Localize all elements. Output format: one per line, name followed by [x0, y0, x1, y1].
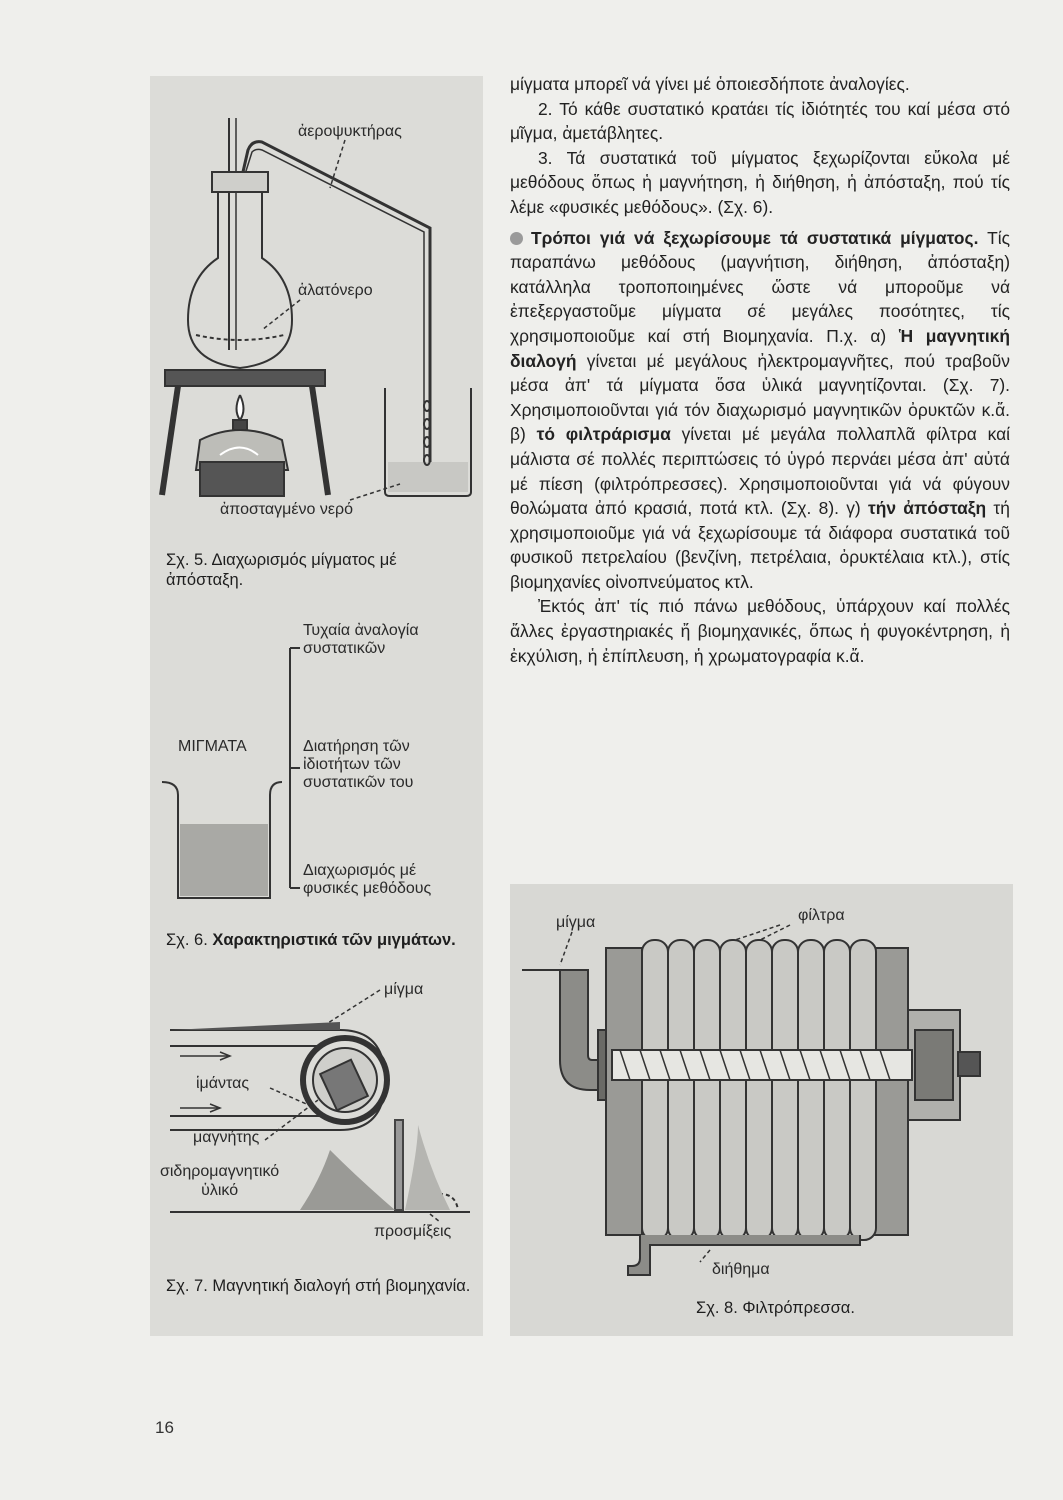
- paragraph-3: 3. Τά συστατικά τοῦ μίγματος ξεχωρίζονται εὔκολα μέ μεθόδους ὅπως ἡ μαγνήτηση, ἡ διήθηση, ἡ ἀπόσταξη, πού τίς λέμε «φυσικές μεθόδους». (Σχ. 6).: [510, 147, 1010, 217]
- label-belt: ἱμάντας: [196, 1075, 250, 1092]
- paragraph-4: Τρόποι γιά νά ξεχωρίσουμε τά συστατικά μίγματος. Τίς παραπάνω μεθόδους (μαγνήτιση, διήθηση, ἀπόσταξη) κατάλληλα τροποποιημένες ὥστε νά μποροῦμε νά ἐπεξεργαστοῦμε μίγματα σέ μεγάλες ποσότητες, τίς χρησιμοποιοῦμε καί στή Βιομηχανία. Π.χ. α) Ἡ μαγνητική διαλογή γίνεται μέ μεγάλους ἠλεκτρομαγνῆτες, πού τραβοῦν μέσα ἀπ' τά μίγματα ὅσα ὑλικά μαγνητίζονται. (Σχ. 7). Χρησιμοποιοῦνται γιά τόν διαχωρισμό μαγνητικῶν ὀρυκτῶν κ.ἄ. β) τό φιλτράρισμα γίνεται μέ μεγάλα πολλαπλᾶ φίλτρα καί μάλιστα σέ πολλές περιπτώσεις τό ὑγρό περνάει μέσα ἀπ' αὐτά μέ πίεση (φιλτρόπρεσσες). Χρησιμοποιοῦνται γιά νά φύγουν θολώματα ἀπό κρασιά, ποτά κτλ. (Σχ. 8). γ) τήν ἀπόσταξη τή χρησιμοποιοῦμε γιά νά ξεχωρίσουμε τά διάφορα συστατικά τοῦ φυσικοῦ πετρελαίου (βενζίνη, πετρέλαια, ὀρυκτέλαια κτλ.), στίς βιομηχανίες οἰνοπνεύματος κτλ.: [510, 227, 1010, 592]
- figure7-caption: Σχ. 7. Μαγνητική διαλογή στή βιομηχανία.: [166, 1277, 471, 1295]
- label-mixture-fig8: μίγμα: [556, 914, 596, 931]
- paragraph-1: μίγματα μπορεῖ νά γίνει μέ ὁποιεσδήποτε ἀναλογίες.: [510, 74, 910, 94]
- mixture-property-2: Διατήρηση τῶν ἰδιοτήτων τῶν συστατικῶν του: [303, 738, 414, 791]
- label-distilled-water: ἀποσταγμένο νερό: [220, 501, 354, 518]
- mixture-property-3: Διαχωρισμός μέ φυσικές μεθόδους: [303, 862, 432, 897]
- label-impurities: προσμίξεις: [374, 1223, 452, 1240]
- mixture-property-1: Τυχαία ἀναλογία συστατικῶν: [303, 622, 419, 657]
- term-magnetic-sorting: Ἡ μαγνητική διαλογή: [510, 325, 1010, 371]
- label-saltwater: ἁλατόνερο: [298, 282, 373, 299]
- label-condenser: ἀεροψυκτήρας: [298, 123, 402, 140]
- term-filtering: τό φιλτράρισμα: [536, 424, 671, 445]
- paragraph-5: Ἐκτός ἀπ' τίς πιό πάνω μεθόδους, ὑπάρχουν καί πολλές ἄλλες ἐργαστηριακές ἤ βιομηχανικές, ὅπως ἡ φυγοκέντρηση, ἡ ἐκχύλιση, ἡ ἐπίπλευση, ἡ χρωματογραφία κ.ἄ.: [510, 596, 1010, 666]
- section-heading: Τρόποι γιά νά ξεχωρίσουμε τά συστατικά μίγματος.: [531, 227, 979, 248]
- page-number: 16: [155, 1418, 174, 1437]
- label-magnet: μαγνήτης: [193, 1129, 260, 1146]
- figure6-caption: Σχ. 6. Χαρακτηριστικά τῶν μιγμάτων.: [166, 931, 456, 949]
- label-mixtures: ΜΙΓΜΑΤΑ: [178, 738, 247, 755]
- figure8-caption: Σχ. 8. Φιλτρόπρεσσα.: [696, 1299, 855, 1317]
- term-distillation: τήν ἀπόσταξη: [867, 498, 987, 519]
- label-filtrate: διήθημα: [712, 1261, 770, 1278]
- label-mixture-fig7: μίγμα: [384, 981, 424, 998]
- label-filters: φίλτρα: [798, 907, 845, 924]
- paragraph-2: 2. Τό κάθε συστατικό κρατάει τίς ἰδιότητές του καί μέσα στό μῖγμα, ἀμετάβλητες.: [510, 98, 1010, 144]
- figure5-caption: Σχ. 5. Διαχωρισμός μίγματος μέ ἀπόσταξη.: [166, 551, 397, 589]
- label-ferromagnetic-material: σιδηρομαγνητικό ὑλικό: [160, 1163, 280, 1199]
